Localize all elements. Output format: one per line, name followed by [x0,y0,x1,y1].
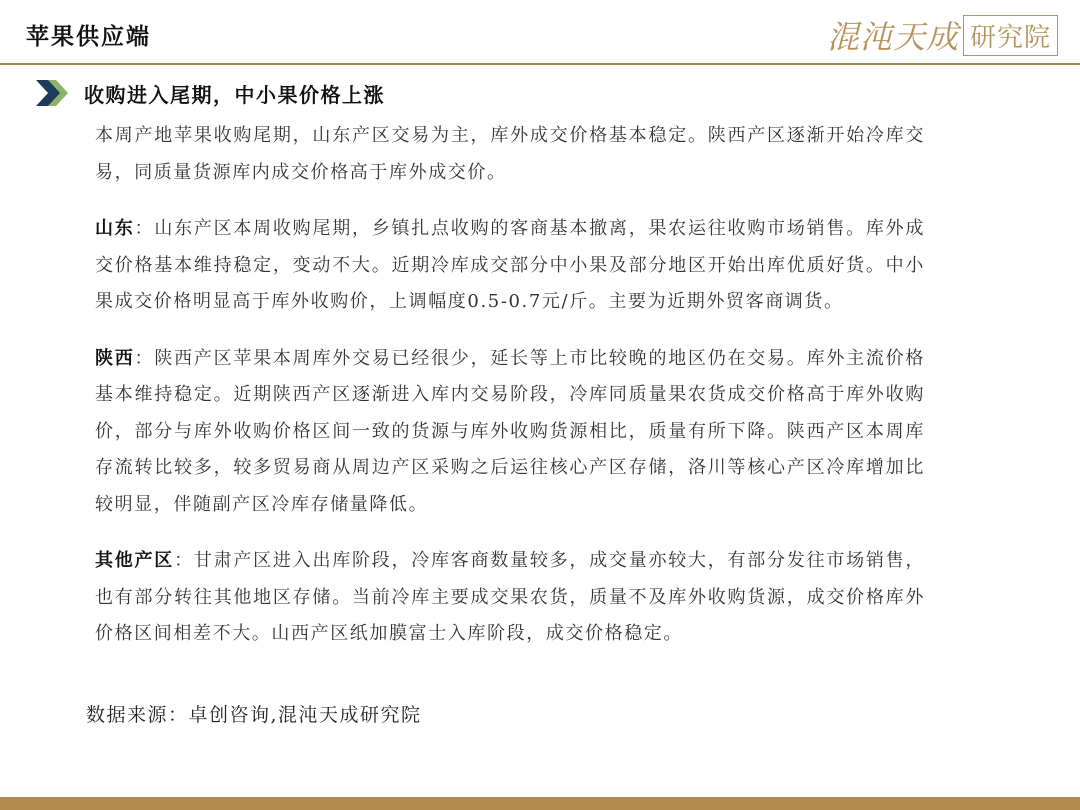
other-regions-paragraph [95,543,925,653]
shandong-paragraph [95,211,925,321]
region-label: 陕西 [95,347,135,369]
section-heading [34,78,385,108]
intro-paragraph [95,118,925,191]
paragraph-text: 本周产地苹果收购尾期，山东产区交易为主，库外成交价格基本稳定。陕西产区逐渐开始冷库交易，同质量货源库内成交价格高于库外成交价。 [95,125,925,183]
chevron-right-icon [34,78,72,108]
article-body [95,118,925,673]
page-title: 苹果供应端 [26,23,151,50]
data-source-note: 数据来源：卓创咨询,混沌天成研究院 [86,704,422,726]
region-label: 山东 [95,218,135,239]
header-divider [0,63,1080,65]
logo-boxed-text: 研究院 [963,15,1058,56]
paragraph-text: ：山东产区本周收购尾期，乡镇扎点收购的客商基本撤离，果农运往收购市场销售。库外成交价格基本维持稳定，变动不大。近期冷库成交部分中小果及部分地区开始出库优质好货。中小果成交价格明显高于库外收购价，上调幅度0.5-0.7元/斤。主要为近期外贸客商调货。 [95,218,926,312]
paragraph-text: ：甘肃产区进入出库阶段，冷库客商数量较多，成交量亦较大，有部分发往市场销售，也有部分转往其他地区存储。当前冷库主要成交果农货，质量不及库外收购货源，成交价格库外价格区间相差不大。山西产区纸加膜富士入库阶段，成交价格稳定。 [95,550,926,644]
footer-bar [0,797,1080,810]
paragraph-text: ：陕西产区苹果本周库外交易已经很少，延长等上市比较晚的地区仍在交易。库外主流价格基本维持稳定。近期陕西产区逐渐进入库内交易阶段，冷库同质量果农货成交价格高于库外收购价，部分与库外收购价格区间一致的货源与库外收购货源相比，质量有所下降。陕西产区本周库存流转比较多，较多贸易商从周边产区采购之后运往核心产区存储，洛川等核心产区冷库增加比较明显，伴随副产区冷库存储量降低。 [95,347,926,515]
shaanxi-paragraph [95,341,925,524]
region-label: 其他产区 [95,550,175,571]
logo-script-text: 混沌天成 [826,18,959,56]
section-heading-text: 收购进入尾期，中小果价格上涨 [84,82,385,107]
company-logo [827,12,1058,58]
